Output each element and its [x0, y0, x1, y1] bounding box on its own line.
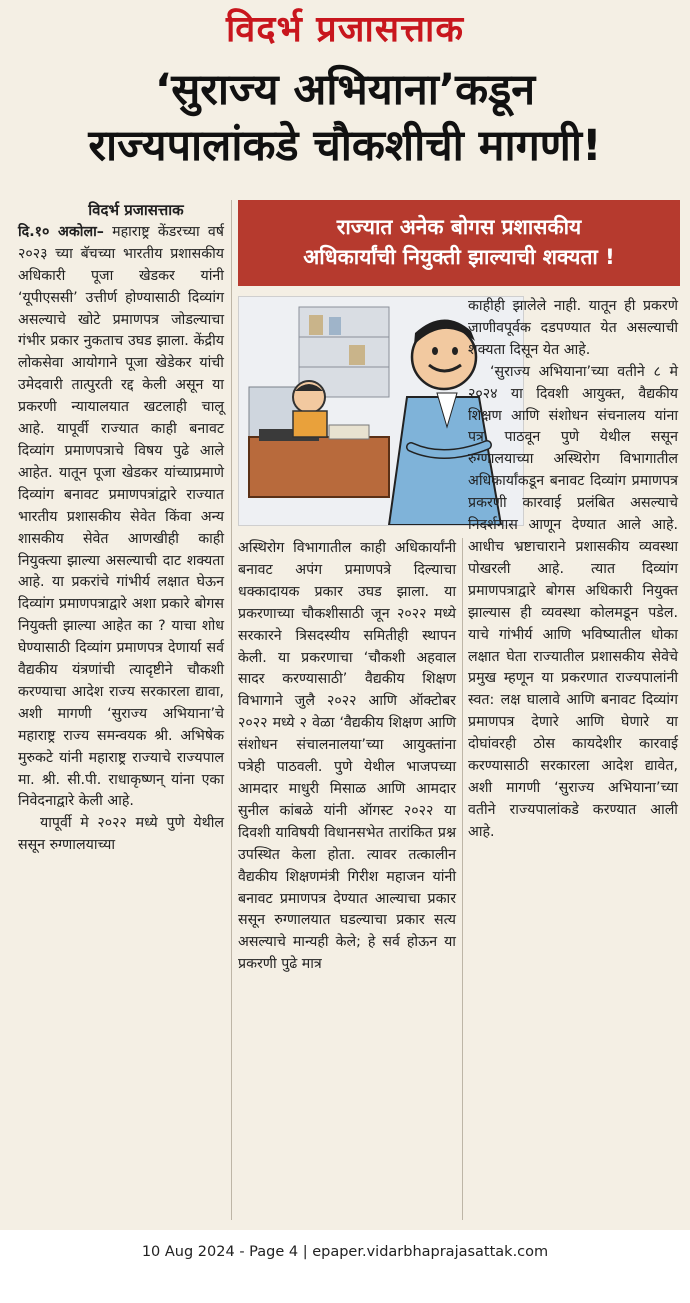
article-column-1	[18, 200, 224, 857]
subheadline-line-2: अधिकार्यांची नियुक्ती झाल्याची शक्यता !	[303, 245, 615, 269]
headline-line-2: राज्यपालांकडे चौकशीची मागणी!	[88, 121, 602, 171]
byline: विदर्भ प्रजासत्ताक	[88, 201, 184, 219]
headline-line-1: ‘सुराज्य अभियाना’कडून	[154, 65, 536, 115]
article-paragraph-2: यापूर्वी मे २०२२ मध्ये पुणे येथील ससून रुग्णालयाच्या	[18, 815, 224, 854]
column-divider	[231, 200, 232, 1220]
subheadline-box	[238, 200, 680, 286]
dateline: दि.१० अकोला–	[18, 223, 104, 240]
article-column-3	[468, 296, 678, 844]
article-text-col3: काहीही झालेले नाही. यातून ही प्रकरणे जाणीवपूर्वक दडपण्यात येत असल्याची शक्यता दिसून येत आहे.	[468, 298, 678, 358]
article-text-col1: महाराष्ट्र केंडरच्या वर्ष २०२३ च्या बॅचच्या भारतीय प्रशासकीय अधिकारी पूजा खेडकर यांनी ‘यूपीएससी’ उत्तीर्ण होण्यासाठी दिव्यांग असल्याचे खोटे प्रमाणपत्र जोडल्याचा गंभीर प्रकार नुकताच उघड झाला. केंद्रीय लोकसेवा आयोगाने पूजा खेडेकर यांची उमेदवारी तात्पुरती रद्द केली असून या प्रकरणी न्यायालयात खटलाही चालू आहे. यापूर्वी राज्यात काही बनावट दिव्यांग प्रमाणपत्राचे विषय पुढे आले आहेत. यातून पूजा खेडकर यांच्याप्रमाणे दिव्यांग बनावट प्रमाणपत्रांद्वारे राज्यात भारतीय प्रशासकीय सेवेत किंवा अन्य शासकीय सेवेत आणखीही काही नियुक्त्या झाल्या असल्याची दाट शक्यता आहे. या प्रकरांचे गांभीर्य लक्षात घेऊन दिव्यांग प्रमाणपत्राद्वारे अशा प्रकारे बोगस नियुक्ती झाल्या आहेत का ? याचा शोध घेण्यासाठी दिव्यांग प्रमाणपत्र देणार्या सर्व वैद्यकीय यंत्रणांची त्यादृष्टीने चौकशी करण्याचा आदेश राज्य सरकारला द्यावा, अशी मागणी ‘सुराज्य अभियाना’चे महाराष्ट्र राज्य समन्वयक श्री. अभिषेक मुरुकटे यांनी महाराष्ट्र राज्याचे राज्यपाल मा. श्री. सी.पी. राधाकृष्णन् यांना एका निवेदनाद्वारे केली आहे.	[18, 223, 224, 810]
article-text-col2: अस्थिरोग विभागातील काही अधिकार्यांनी बनावट अपंग प्रमाणपत्रे दिल्याचा धक्कादायक प्रकार उघड झाला. या प्रकरणाच्या चौकशीसाठी जून २०२२ मध्ये सरकारने त्रिसदस्यीय समितीही स्थापन केली. या प्रकरणाचा ‘चौकशी अहवाल सादर करण्यासाठी’ वैद्यकीय शिक्षण विभागाने जुलै २०२२ आणि ऑक्टोबर २०२२ मध्ये २ वेळा ‘वैद्यकीय शिक्षण आणि संशोधन संचालनालया’च्या आयुक्तांना पत्रेही पाठवली. पुणे येथील भाजपच्या आमदार माधुरी मिसाळ आणि आमदार सुनील कांबळे यांनी ऑगस्ट २०२२ या दिवशी याविषयी विधानसभेत तारांकित प्रश्न उपस्थित केला होता. त्यावर तत्कालीन वैद्यकीय शिक्षणमंत्री गिरीश महाजन यांनी बनावट प्रमाणपत्र देण्यात आल्याचा प्रकार ससून रुग्णालयात घडल्याचा प्रकार सत्य असल्याचे मान्यही केले; हे सर्व होऊन या प्रकरणी पुढे मात्र	[238, 540, 456, 973]
article-paragraph-1	[18, 222, 224, 813]
masthead: विदर्भ प्रजासत्ताक	[225, 9, 464, 50]
subheadline-line-1: राज्यात अनेक बोगस प्रशासकीय	[336, 215, 582, 239]
article-text-col3-p2: ‘सुराज्य अभियाना’च्या वतीने ८ मे २०२४ या दिवशी आयुक्त, वैद्यकीय शिक्षण आणि संशोधन संचनालय यांना पत्र पाठवून पुणे येथील ससून रुग्णालयाच्या अस्थिरोग विभागातील अधिकार्यांकडून बनावट दिव्यांग प्रमाणपत्र प्रकरणी कारवाई प्रलंबित असल्याचे निदर्शनास आणून देण्यात आले आहे. आधीच भ्रष्टाचाराने प्रशासकीय व्यवस्था पोखरली आहे. त्यात दिव्यांग प्रमाणपत्राद्वारे बोगस अधिकारी नियुक्त झाल्यास ही व्यवस्था कोलमडून पडेल. याचे गांभीर्य आणि भविष्यातील धोका लक्षात घेता राज्यातील प्रशासकीय सेवेचे प्रमुख म्हणून या प्रकरणात राज्यपालांनी स्वत: लक्ष घालावे आणि बनावट दिव्यांग प्रमाणपत्र देणारे आणि घेणारे या दोघांवरही ठोस कायदेशीर कारवाई करण्यासाठी सरकारला आदेश द्यावेत, अशी मागणी ‘सुराज्य अभियाना’च्या वतीने राज्यपालांकडे करण्यात आली आहे.	[468, 363, 678, 840]
article-column-2	[238, 538, 456, 976]
page-footer: 10 Aug 2024 - Page 4 | epaper.vidarbhaprajasattak.com	[141, 1244, 549, 1260]
headline	[6, 62, 684, 174]
column-divider	[462, 538, 463, 1220]
